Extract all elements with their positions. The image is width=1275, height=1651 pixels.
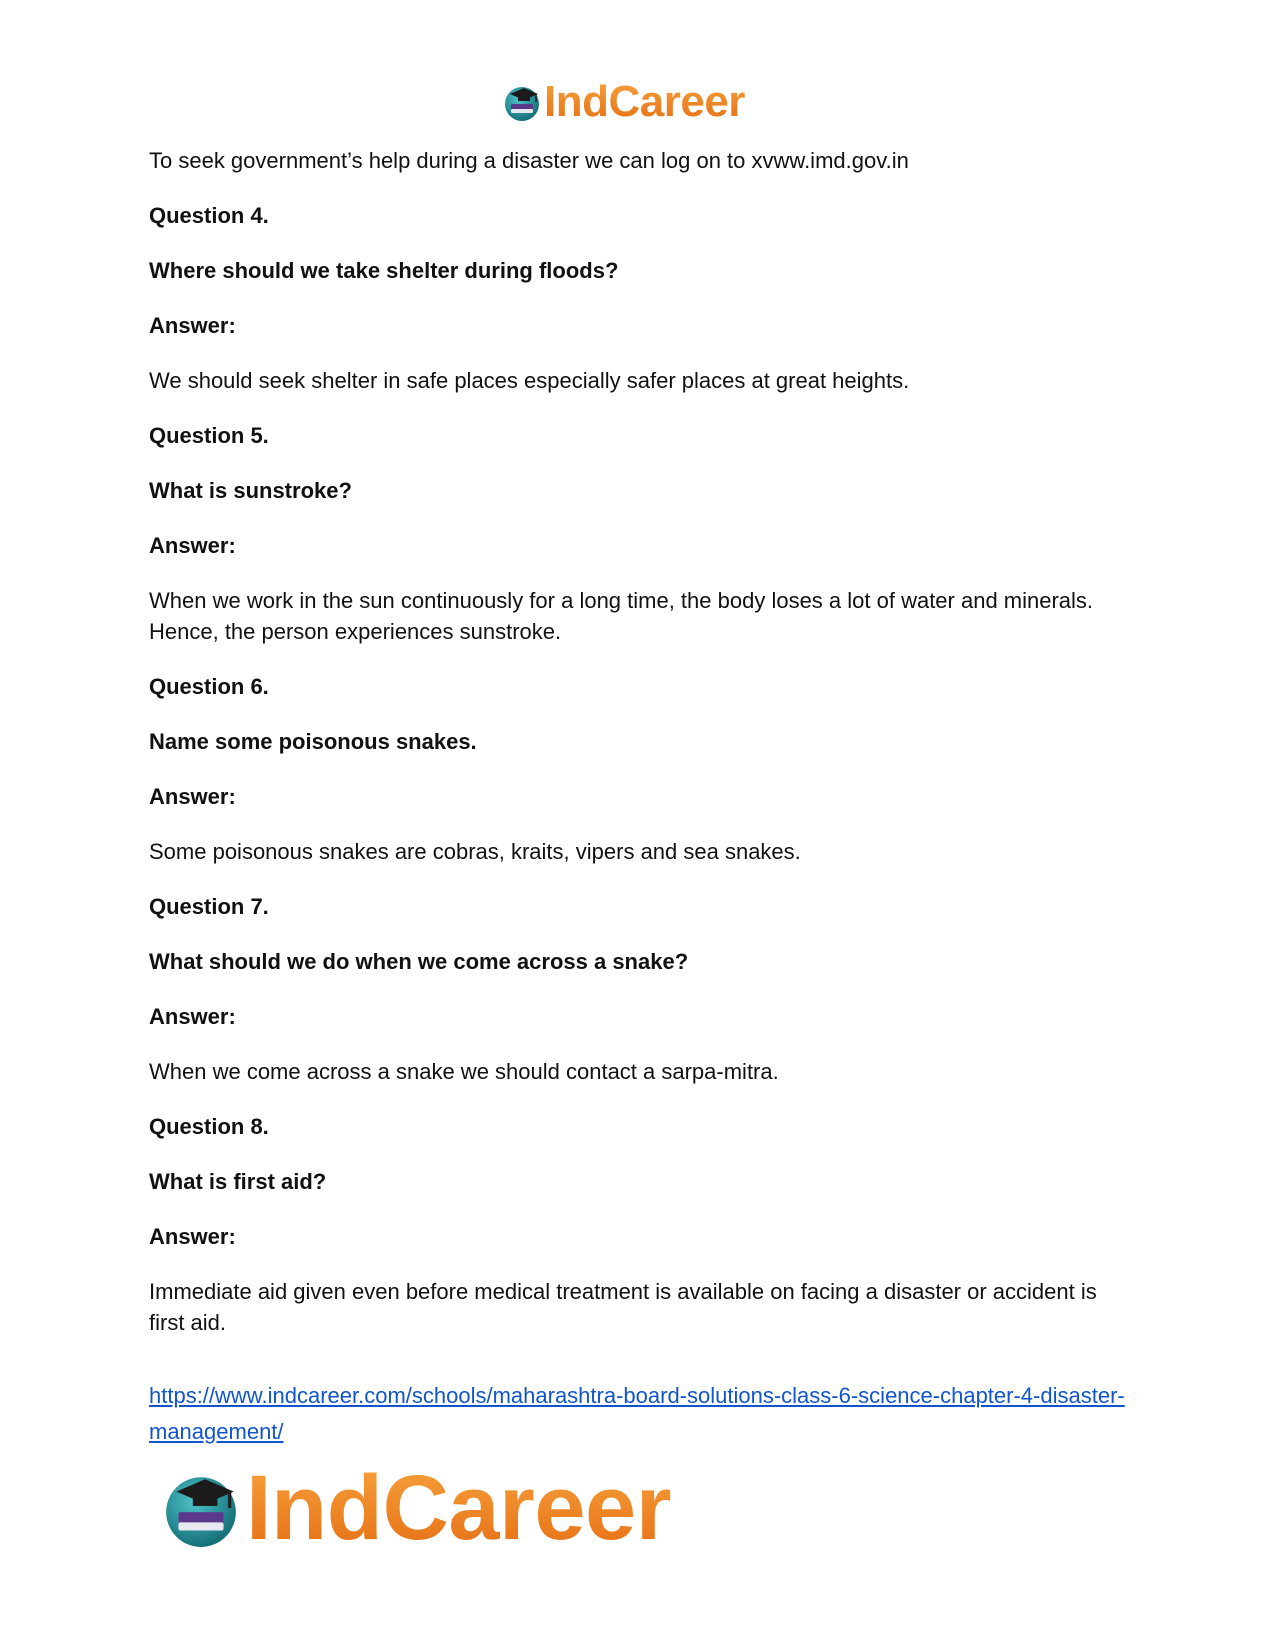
answer-text: We should seek shelter in safe places especially safer places at great heights. [149,368,910,393]
answer-label: Answer: [149,1224,236,1249]
question-text: What is first aid? [149,1169,327,1194]
answer-label: Answer: [149,313,236,338]
question-number: Question 8. [149,1114,269,1139]
answer-label: Answer: [149,533,236,558]
source-link[interactable]: https://www.indcareer.com/schools/maharashtra-board-solutions-class-6-science-chapter-4-disaster-management/ [149,1383,1125,1444]
question-text: What is sunstroke? [149,478,352,503]
question-text: What should we do when we come across a snake? [149,949,689,974]
footer-logo [160,1457,671,1559]
question-text: Where should we take shelter during floods? [149,258,619,283]
answer-text: Some poisonous snakes are cobras, kraits, vipers and sea snakes. [149,839,801,864]
question-number: Question 5. [149,423,269,448]
answer-text: To seek government’s help during a disaster we can log on to xvww.imd.gov.in [149,148,909,173]
answer-label: Answer: [149,784,236,809]
answer-text: Immediate aid given even before medical treatment is available on facing a disaster or accident is first aid. [149,1279,1097,1335]
question-number: Question 7. [149,894,269,919]
question-text: Name some poisonous snakes. [149,729,477,754]
graduation-globe-icon [502,82,542,122]
question-number: Question 4. [149,203,269,228]
document-body [149,145,1129,1362]
brand-name: IndCareer [544,77,745,126]
brand-name: IndCareer [246,1457,671,1559]
answer-text: When we come across a snake we should contact a sarpa-mitra. [149,1059,779,1084]
header-logo [502,78,745,126]
graduation-globe-icon [160,1467,242,1549]
answer-text: When we work in the sun continuously for a long time, the body loses a lot of water and minerals. Hence, the person experiences sunstroke. [149,588,1094,644]
answer-label: Answer: [149,1004,236,1029]
question-number: Question 6. [149,674,269,699]
